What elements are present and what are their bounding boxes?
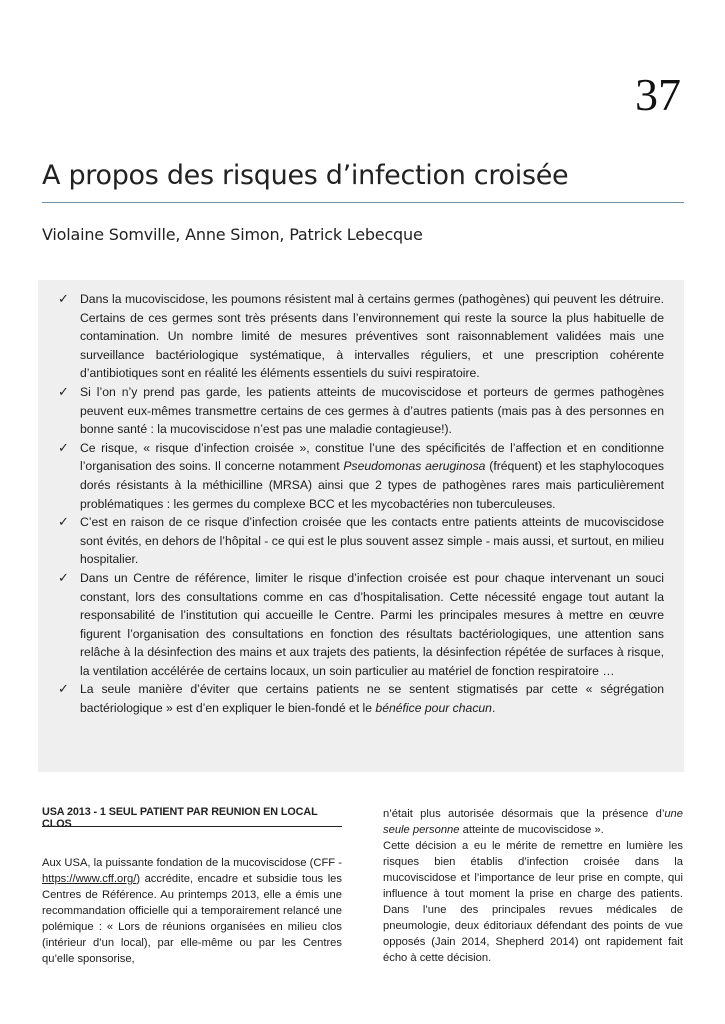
key-point-italic: Pseudomonas aeruginosa (343, 459, 486, 474)
article-title: A propos des risques d’infection croisée (42, 160, 569, 191)
checkmark-icon: ✓ (58, 383, 69, 399)
section-heading: USA 2013 - 1 SEUL PATIENT PAR REUNION EN LOCAL CLOS (42, 806, 318, 830)
key-points-box (38, 280, 684, 772)
key-point-text: Si l’on n’y prend pas garde, les patients atteints de mucoviscidose et porteurs de germes pathogènes peuvent eux-mêmes transmettre certains de ces germes à d’autres patients (mais pas à des personnes en bonne santé : la mucoviscidose n’est pas une maladie contagieuse!). (80, 384, 664, 437)
paragraph-text: atteinte de mucoviscidose ». (459, 824, 604, 836)
paragraph-text: n’était plus autorisée désormais que la présence d’ (383, 808, 665, 820)
left-column-paragraph (42, 855, 342, 967)
right-column (383, 806, 683, 966)
checkmark-icon: ✓ (58, 514, 69, 530)
checkmark-icon: ✓ (58, 439, 69, 455)
checkmark-icon: ✓ (58, 291, 69, 306)
key-point-text: (fréquent) et les staphylocoques dorés résistants à la méthicilline (MRSA) ainsi que 2 types de pathogènes rares mais particulièrement problématiques : les germes du complexe BCC et les mycobactéries non tuberculeuses. (80, 459, 664, 511)
key-point-text: La seule manière d’éviter que certains patients ne se sentent stigmatisés par cette « ségrégation bactériologique » est d’en expliquer le bien-fondé et le (80, 682, 664, 716)
checkmark-icon: ✓ (58, 569, 69, 585)
title-divider (42, 202, 684, 203)
section-heading-underline (42, 826, 342, 827)
right-column-paragraph-2: Cette décision a eu le mérite de remettre en lumière les risques bien établis d’infection croisée dans la mucoviscidose et l’importance de leur prise en compte, qui influence à tout moment la prise en charge des patients. Dans l’une des principales revues médicales de pneumologie, deux éditoriaux défendant des points de vue opposés (Jain 2014, Shepherd 2014) ont rapidement fait écho à cette décision. (383, 840, 683, 964)
right-column-paragraph-1 (383, 806, 683, 838)
left-column (42, 855, 342, 967)
key-point-text: Dans la mucoviscidose, les poumons résistent mal à certains germes (pathogènes) qui peuvent les détruire. Certains de ces germes sont très présents dans l’environnement qui reste la source la plus habituelle de contamination. Un nombre limité de mesures préventives sont raisonnablement validées mais une surveillance bactériologique systématique, à intervalles réguliers, et une prescription cohérente d’antibiotiques sont en réalité les éléments essentiels du suivi respiratoire. (80, 292, 664, 381)
key-point-italic: bénéfice pour chacun (375, 701, 492, 716)
key-point-5 (58, 569, 664, 681)
checkmark-icon: ✓ (58, 681, 69, 697)
key-point-text: Dans un Centre de référence, limiter le risque d’infection croisée est pour chaque intervenant un souci constant, lors des consultations comme en cas d’hospitalisation. Cette nécessité engage tout autant la responsabilité de l’institution qui accueille le Centre. Parmi les principales mesures à mettre en œuvre figurent l’organisation des consultations en fonction des résultats bactériologiques, une attention sans relâche à la désinfection des mains et aux trajets des patients, la désinfection répétée de surfaces à risque, la ventilation accélérée de certains locaux, un soin particulier au matériel de fonction respiratoire … (80, 570, 664, 678)
key-point-text: C’est en raison de ce risque d’infection croisée que les contacts entre patients atteints de mucoviscidose sont évités, en dehors de l’hôpital - ce qui est le plus souvent assez simple - mais aussi, et surtout, en milieu hospitalier. (80, 515, 664, 567)
key-point-text: Ce risque, « risque d’infection croisée », constitue l’une des spécificités de l’affection et en conditionne l’organisation des soins. Il concerne notamment (80, 440, 664, 474)
paragraph-text: ) accrédite, encadre et subsidie tous les Centres de Référence. Au printemps 2013, elle a émis une recommandation officielle qui a temporairement relancé une polémique : « Lors de réunions organisées en milieu clos (intérieur d’un local), par elle-même ou par les Centres qu’elle sponsorise, (42, 873, 342, 965)
key-point-3 (58, 439, 664, 513)
key-point-4 (58, 513, 664, 569)
page-number: 37 (635, 69, 681, 120)
key-points-list (58, 290, 664, 718)
key-point-6 (58, 680, 664, 717)
key-point-1 (58, 290, 664, 383)
cff-link[interactable]: https://www.cff.org/ (42, 873, 137, 885)
paragraph-text: Aux USA, la puissante fondation de la mucoviscidose (CFF - (42, 857, 342, 869)
key-point-text: . (491, 701, 496, 716)
article-authors: Violaine Somville, Anne Simon, Patrick Lebecque (42, 225, 423, 244)
paragraph-italic: une seule personne (383, 808, 683, 836)
key-point-2 (58, 383, 664, 439)
